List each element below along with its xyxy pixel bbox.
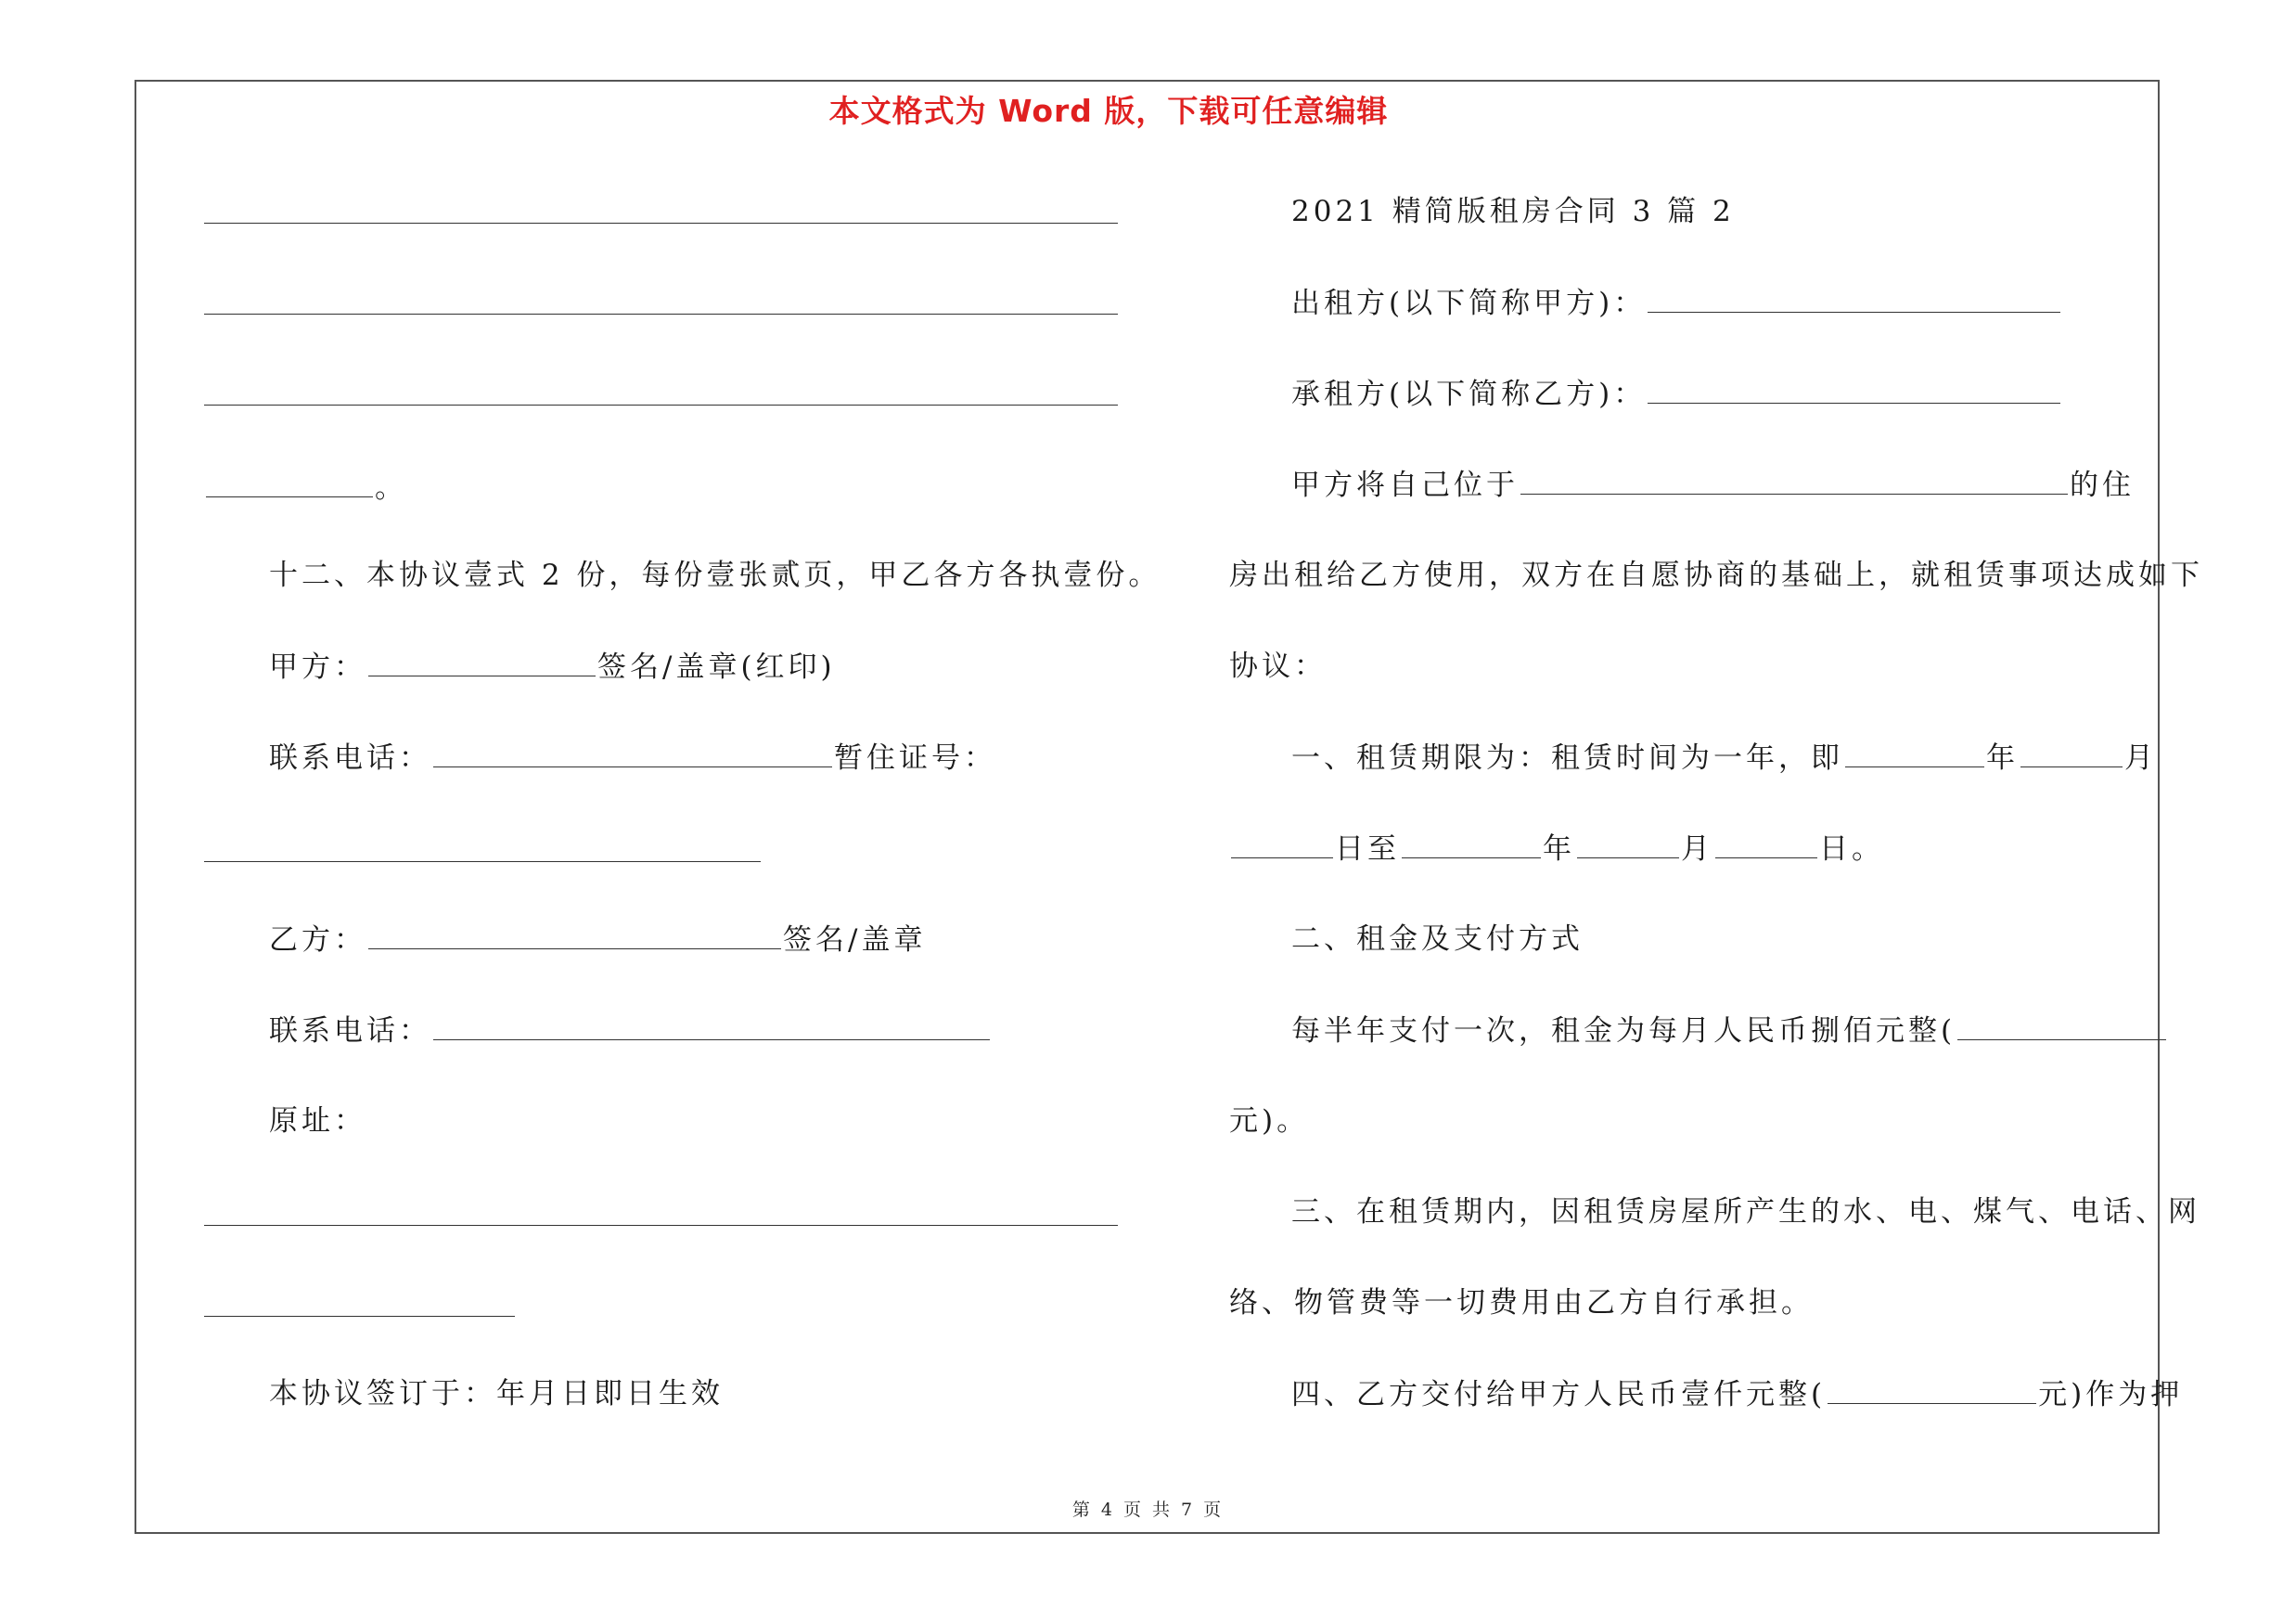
party-a-label: 甲方： (269, 650, 366, 684)
month-blank (2020, 739, 2123, 767)
house-text: 甲方将自己位于 (1291, 469, 1519, 502)
blank-line (204, 405, 1118, 406)
year-label: 年 (1986, 741, 2019, 775)
temp-id-label: 暂住证号： (834, 741, 996, 775)
party-b-blank (368, 921, 781, 949)
house-row-3: 协议： (1229, 650, 1327, 683)
rent-amount-blank (1957, 1011, 2166, 1040)
clause-3-row-2: 络、物管费等一切费用由乙方自行承担。 (1229, 1286, 1814, 1320)
blank-line (204, 314, 1118, 315)
blank-line (204, 1316, 515, 1317)
page-number-footer: 第 4 页 共 7 页 (1071, 1500, 1225, 1520)
party-b-label: 乙方： (269, 923, 366, 957)
month-label: 月 (1681, 832, 1713, 866)
lessor-blank (1648, 284, 2060, 313)
day-blank (1231, 830, 1333, 858)
phone-blank (433, 1011, 990, 1040)
lessor-label: 出租方(以下简称甲方)： (1291, 287, 1647, 320)
party-a-blank (368, 648, 596, 676)
address-label: 原址： (269, 1104, 366, 1138)
phone-row-1 (269, 739, 996, 776)
lessee-row (1291, 375, 2062, 412)
month-blank (1577, 830, 1679, 858)
month-label: 月 (2124, 741, 2157, 775)
rent-text: 每半年支付一次，租金为每月人民币捌佰元整( (1291, 1014, 1956, 1048)
blank-line (204, 223, 1118, 224)
party-a-sign-label: 签名/盖章(红印) (597, 650, 836, 684)
phone-label: 联系电话： (269, 741, 431, 775)
party-b-sign-label: 签名/盖章 (783, 923, 927, 957)
phone-label: 联系电话： (269, 1014, 431, 1048)
signed-on: 本协议签订于：年月日即日生效 (269, 1377, 724, 1410)
day-to-label: 日至 (1335, 832, 1400, 866)
house-row-2: 房出租给乙方使用，双方在自愿协商的基础上，就租赁事项达成如下 (1229, 559, 2203, 592)
party-a-row (269, 648, 836, 685)
deposit-blank (1828, 1375, 2036, 1404)
term-row-1 (1291, 739, 2157, 776)
day-end-label: 日。 (1819, 832, 1884, 866)
phone-blank (433, 739, 832, 767)
lessee-blank (1648, 375, 2060, 404)
clause-2: 二、租金及支付方式 (1291, 922, 1584, 956)
blank-line (204, 861, 761, 862)
year-blank (1845, 739, 1984, 767)
blank-line-end (204, 469, 407, 506)
clause-4-row (1291, 1375, 2183, 1412)
year-label: 年 (1543, 832, 1575, 866)
clause-4-text: 四、乙方交付给甲方人民币壹仟元整( (1291, 1378, 1827, 1411)
house-location-blank (1520, 466, 2068, 495)
clause-3-row-1: 三、在租赁期内，因租赁房屋所产生的水、电、煤气、电话、网 (1291, 1195, 2200, 1229)
clause-4-text: 元)作为押 (2038, 1378, 2184, 1411)
term-row-2 (1229, 830, 1884, 867)
house-text: 的住 (2070, 469, 2135, 502)
phone-row-2 (269, 1011, 992, 1049)
period: 。 (375, 471, 407, 505)
lessee-label: 承租方(以下简称乙方)： (1291, 378, 1647, 411)
term-text: 一、租赁期限为：租赁时间为一年，即 (1291, 741, 1843, 775)
clause-12: 十二、本协议壹式 2 份，每份壹张贰页，甲乙各方各执壹份。 (269, 559, 1161, 592)
blank-line (204, 1225, 1118, 1226)
year-blank (1402, 830, 1541, 858)
lessor-row (1291, 284, 2062, 321)
word-format-banner: 本文格式为 Word 版，下载可任意编辑 (828, 93, 1389, 129)
contract-title: 2021 精简版租房合同 3 篇 2 (1291, 195, 1735, 228)
house-row-1 (1291, 466, 2135, 503)
rent-row-1 (1291, 1011, 2168, 1049)
rent-row-2: 元)。 (1229, 1104, 1310, 1138)
day-blank (1715, 830, 1817, 858)
party-b-row (269, 921, 926, 958)
